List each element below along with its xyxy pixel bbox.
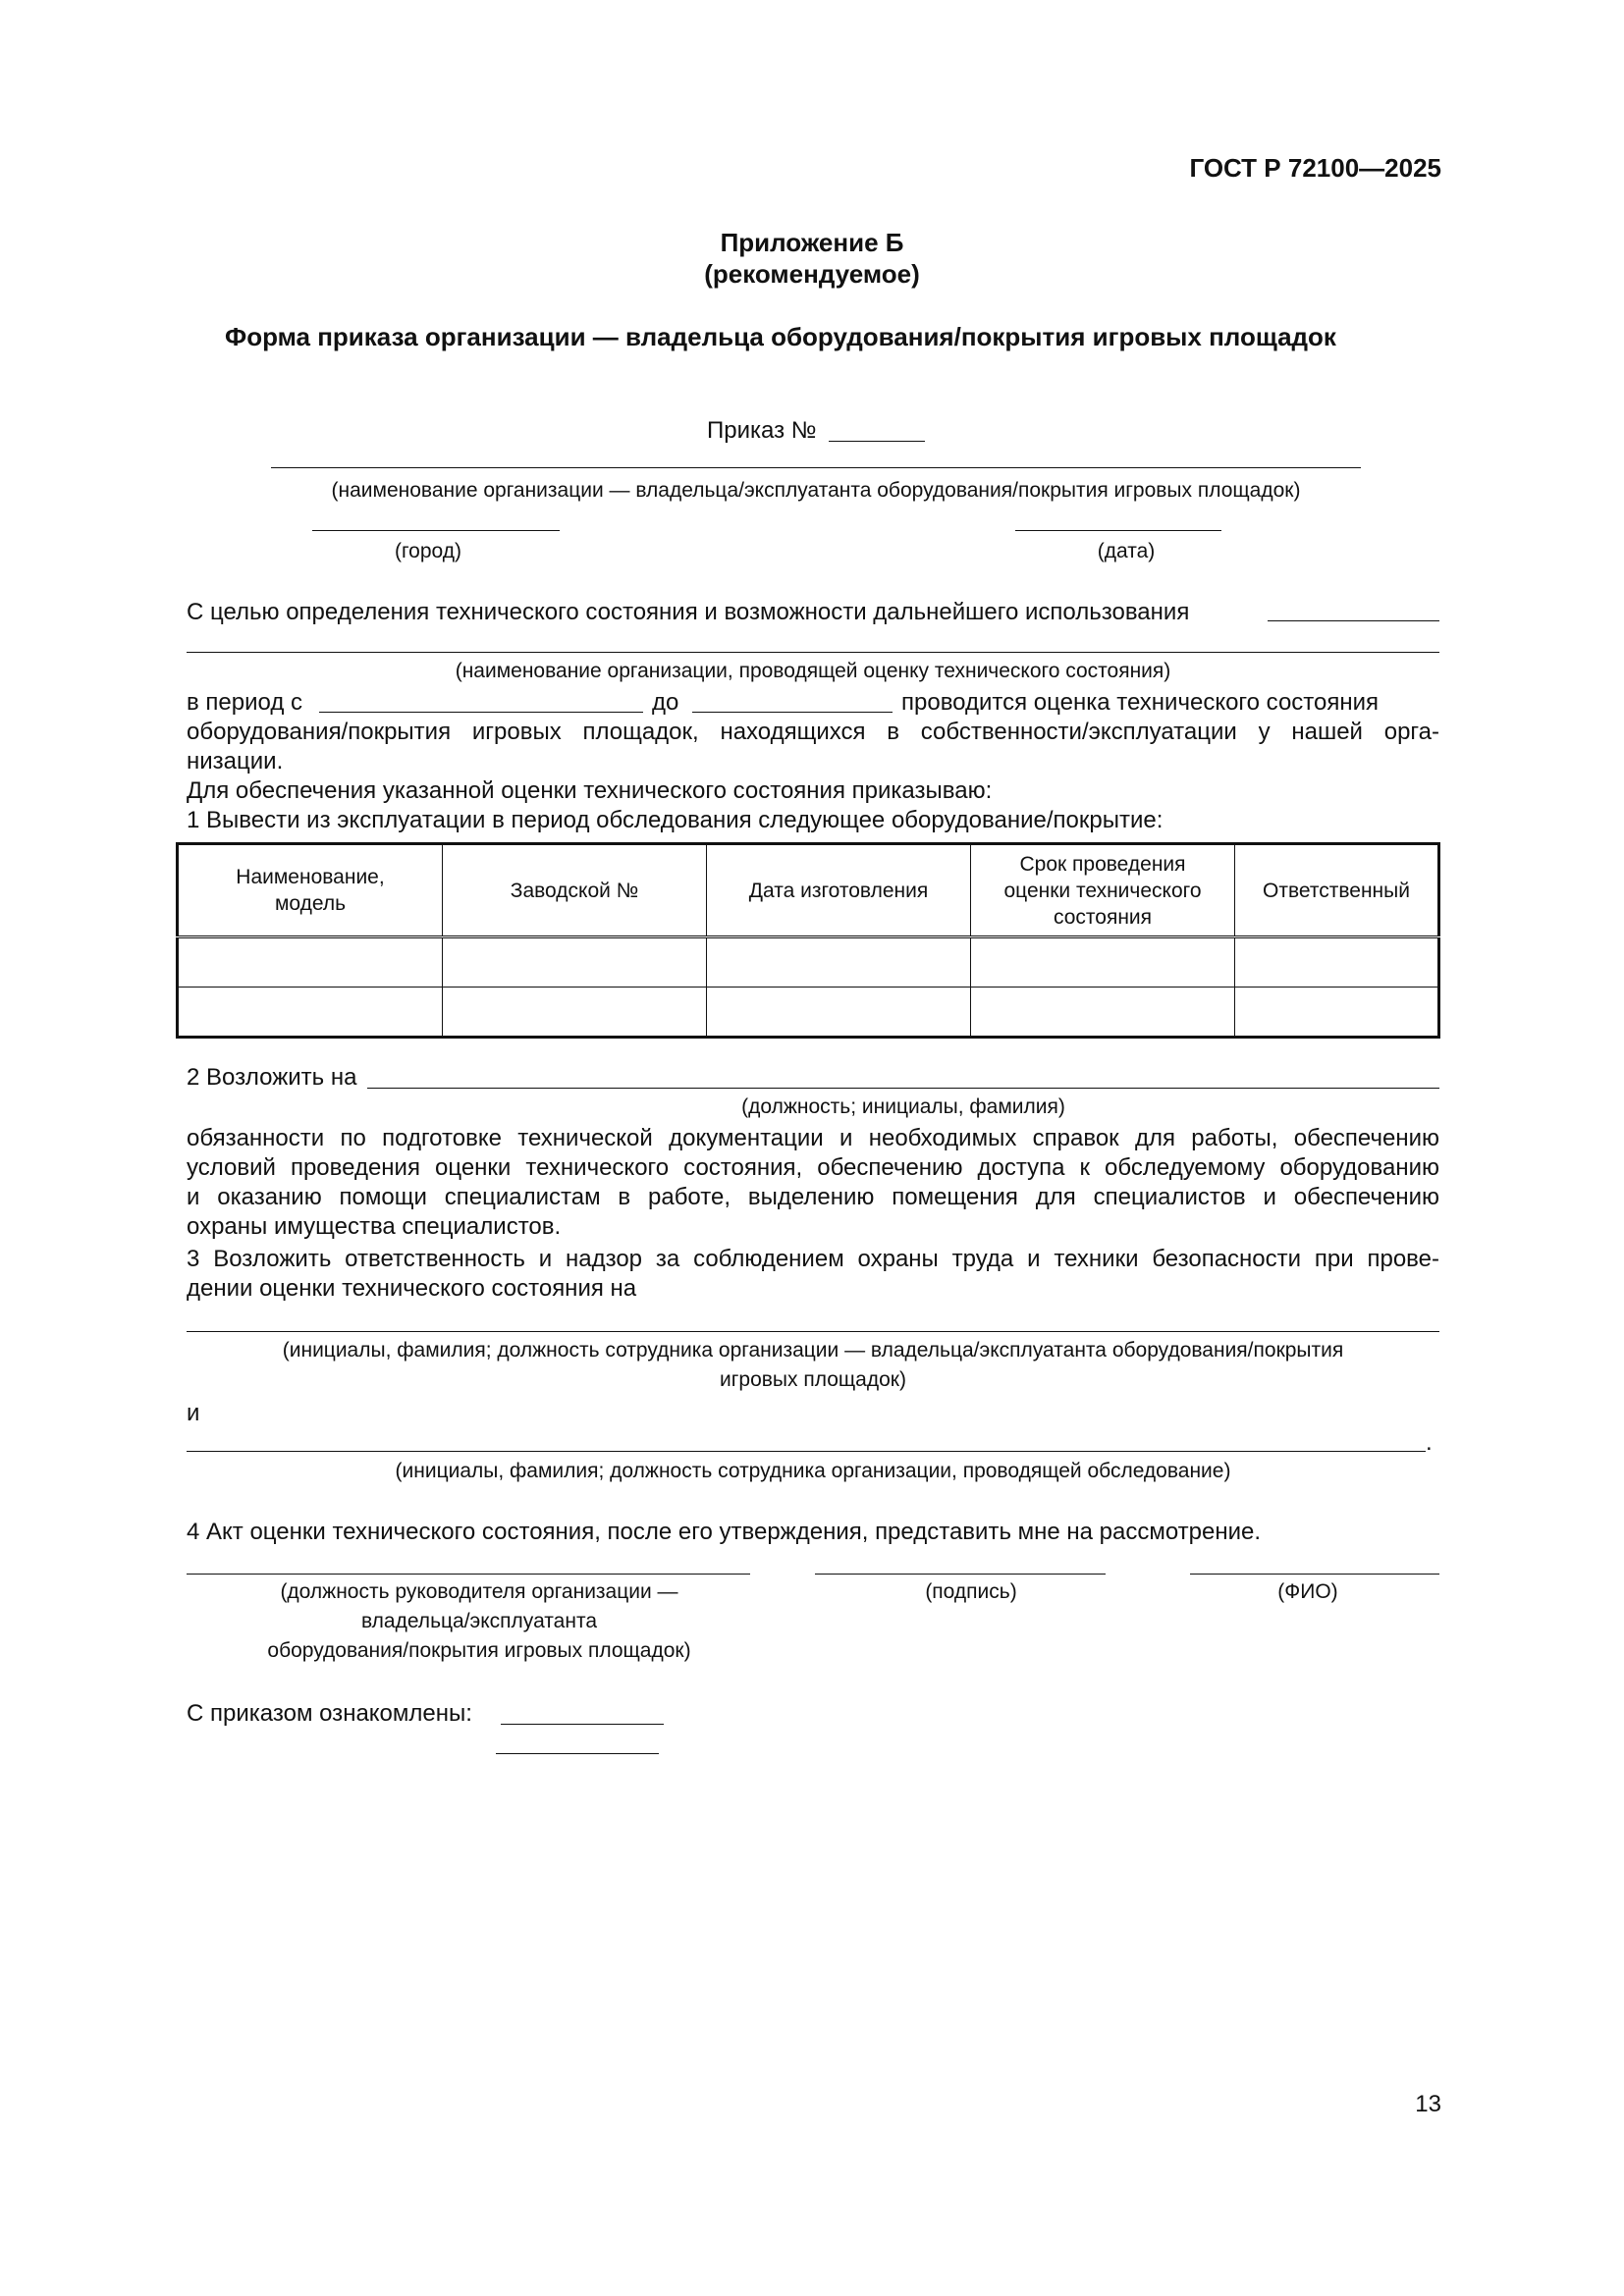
equipment-table [176, 842, 1440, 1039]
full-name-caption: (ФИО) [1277, 1580, 1338, 1603]
paragraph-line: условий проведения оценки технического состояния, обеспечению доступа к обследуемому оборудованию [187, 1154, 1439, 1181]
table-cell[interactable] [971, 988, 1235, 1038]
paragraph-ownership [187, 718, 1439, 835]
item-3-caption-line2: игровых площадок) [720, 1368, 906, 1391]
position-caption-line1: (должность руководителя организации — [280, 1580, 678, 1603]
acquainted-signature-field[interactable] [496, 1753, 659, 1754]
position-caption-line3: оборудования/покрытия игровых площадок) [267, 1639, 691, 1662]
item-3-caption2: (инициалы, фамилия; должность сотрудника организации, проводящей обследование) [395, 1460, 1231, 1482]
paragraph-line: охраны имущества специалистов. [187, 1213, 562, 1240]
item-2-assignee-field[interactable] [367, 1088, 1439, 1089]
item-1-text: 1 Вывести из эксплуатации в период обследования следующее оборудование/покрытие: [187, 807, 1164, 833]
table-cell[interactable] [971, 937, 1235, 988]
item-4-text: 4 Акт оценки технического состояния, после его утверждения, представить мне на рассмотрение. [187, 1519, 1262, 1545]
item-3-inspector-field[interactable] [187, 1451, 1426, 1452]
assessor-caption: (наименование организации, проводящей оценку технического состояния) [455, 660, 1171, 682]
table-row [178, 988, 1439, 1038]
standard-number: ГОСТ Р 72100—2025 [1189, 153, 1441, 183]
item-3-responsible-field[interactable] [187, 1331, 1439, 1332]
item-2-paragraph [187, 1124, 1439, 1242]
item-3-caption-line1: (инициалы, фамилия; должность сотрудника организации — владельца/эксплуатанта оборудования/покрытия [282, 1339, 1344, 1362]
date-caption: (дата) [1097, 540, 1156, 562]
item-2-caption: (должность; инициалы, фамилия) [741, 1095, 1065, 1118]
table-cell[interactable] [178, 937, 443, 988]
period-from-field[interactable] [319, 712, 643, 713]
period-to-field[interactable] [692, 712, 893, 713]
paragraph-line: 3 Возложить ответственность и надзор за соблюдением охраны труда и техники безопасности при прове- [187, 1246, 1439, 1272]
period-to-label: до [652, 689, 679, 716]
col-header-serial: Заводской № [443, 844, 707, 937]
assessor-org-field[interactable] [187, 652, 1439, 653]
position-field[interactable] [187, 1574, 750, 1575]
order-intro: Для обеспечения указанной оценки технического состояния приказываю: [187, 777, 993, 804]
table-cell[interactable] [443, 988, 707, 1038]
paragraph-line: дении оценки технического состояния на [187, 1275, 637, 1302]
paragraph-line: и оказанию помощи специалистам в работе, выделению помещения для специалистов и обеспечению [187, 1184, 1439, 1210]
table-cell[interactable] [707, 988, 971, 1038]
appendix-title: Приложение Б [720, 228, 904, 257]
purpose-blank-field[interactable] [1268, 620, 1439, 621]
col-header-responsible: Ответственный [1235, 844, 1439, 937]
item-3-end-dot: . [1426, 1429, 1433, 1456]
table-header-row [178, 844, 1439, 937]
organization-caption: (наименование организации — владельца/эксплуатанта оборудования/покрытия игровых площадок) [331, 479, 1301, 502]
item-3-and: и [187, 1400, 200, 1426]
table-row [178, 937, 1439, 988]
period-prefix: в период с [187, 689, 303, 716]
paragraph-line: низации. [187, 748, 284, 774]
city-caption: (город) [394, 540, 461, 562]
position-caption-line2: владельца/эксплуатанта [360, 1610, 598, 1632]
organization-name-field[interactable] [271, 467, 1361, 468]
order-number-field[interactable] [829, 441, 925, 442]
table-cell[interactable] [1235, 988, 1439, 1038]
appendix-subtitle: (рекомендуемое) [704, 259, 920, 289]
signature-caption: (подпись) [925, 1580, 1017, 1603]
item-2-prefix: 2 Возложить на [187, 1064, 357, 1091]
table-cell[interactable] [178, 988, 443, 1038]
col-header-name-model: Наименование, модель [178, 844, 443, 937]
col-header-manufacture-date: Дата изготовления [707, 844, 971, 937]
table-cell[interactable] [1235, 937, 1439, 988]
item-3-paragraph [187, 1245, 1439, 1304]
col-header-assessment-period: Срок проведения оценки технического состояния [971, 844, 1235, 937]
date-field[interactable] [1015, 530, 1221, 531]
page-number: 13 [1415, 2091, 1441, 2117]
acquainted-signature-field[interactable] [501, 1724, 664, 1725]
paragraph-line: оборудования/покрытия игровых площадок, находящихся в собственности/эксплуатации у нашей орга- [187, 719, 1439, 745]
signature-field[interactable] [815, 1574, 1106, 1575]
order-label: Приказ № [707, 417, 817, 444]
paragraph-line: обязанности по подготовке технической документации и необходимых справок для работы, обеспечению [187, 1125, 1439, 1151]
city-field[interactable] [312, 530, 560, 531]
table-cell[interactable] [443, 937, 707, 988]
full-name-field[interactable] [1190, 1574, 1439, 1575]
form-title: Форма приказа организации — владельца оборудования/покрытия игровых площадок [225, 322, 1336, 351]
table-cell[interactable] [707, 937, 971, 988]
period-suffix: проводится оценка технического состояния [901, 689, 1380, 716]
acquainted-label: С приказом ознакомлены: [187, 1700, 472, 1727]
purpose-text: С целью определения технического состояния и возможности дальнейшего использования [187, 599, 1190, 625]
